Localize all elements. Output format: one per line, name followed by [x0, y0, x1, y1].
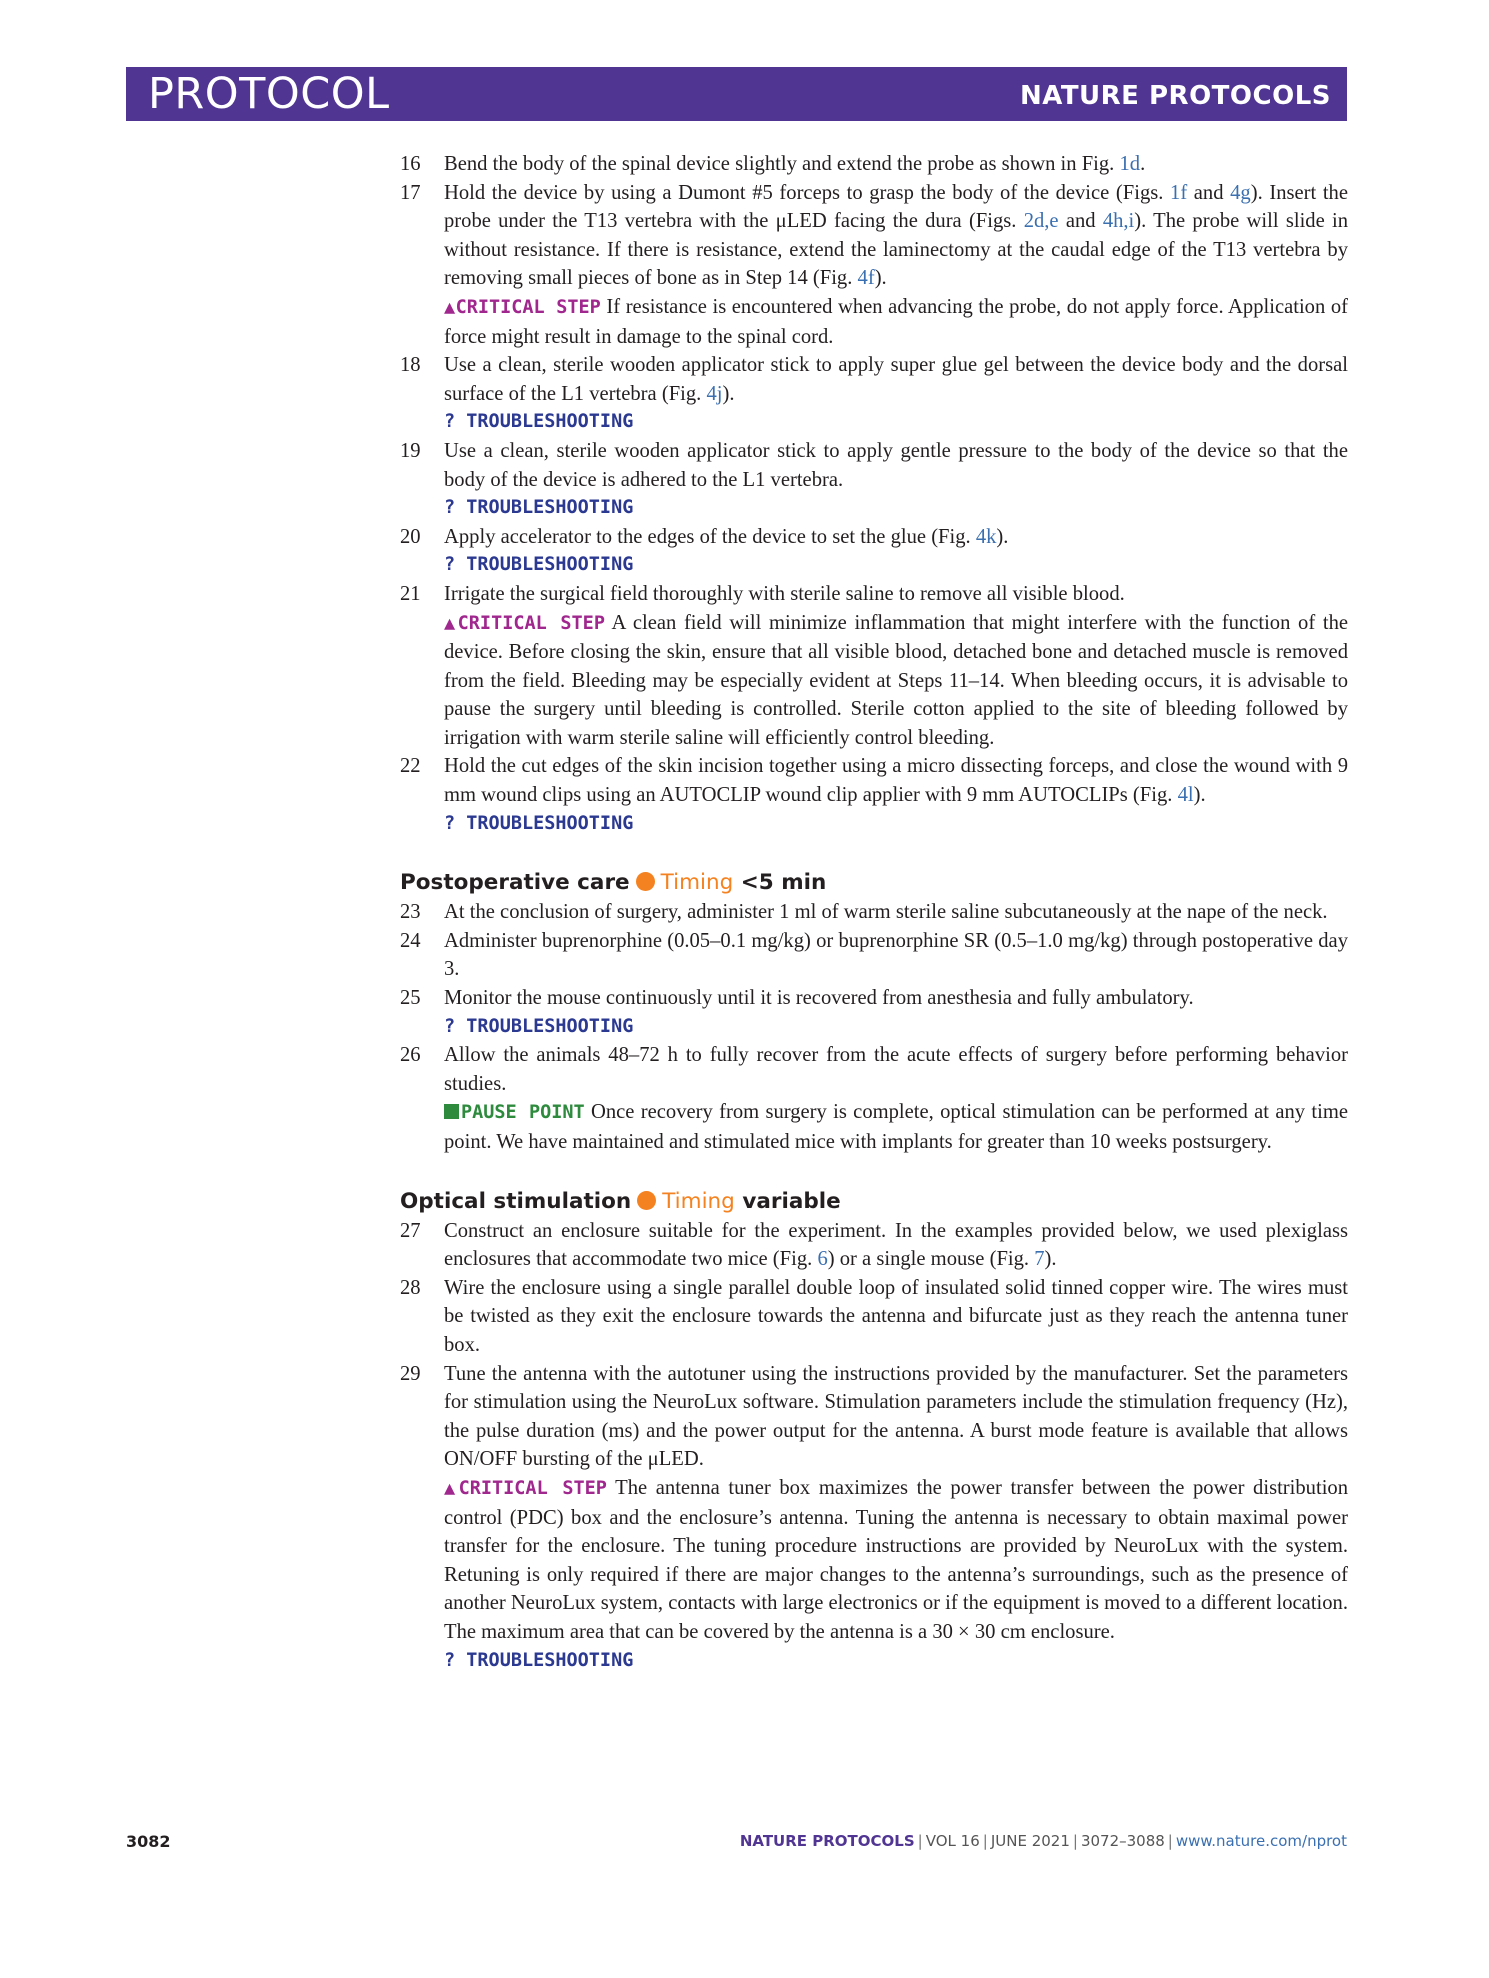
troubleshooting-link[interactable]: ? TROUBLESHOOTING: [444, 554, 634, 576]
troubleshooting-link[interactable]: ? TROUBLESHOOTING: [444, 812, 634, 834]
step-number: 24: [400, 929, 421, 952]
figure-link[interactable]: 4l: [1177, 784, 1194, 807]
figure-link[interactable]: 1f: [1170, 181, 1188, 204]
step-text: ).: [1193, 784, 1206, 807]
critical-triangle-icon: ▲: [444, 1477, 459, 1499]
step-text: Bend the body of the spinal device slightly and extend the probe as shown in Fig.: [444, 153, 1120, 175]
step-17: [400, 179, 1348, 293]
step-text: Construct an enclosure suitable for the experiment. In the examples provided below, we used plexiglass enclosures that accommodate two mice (Fig.: [444, 1219, 1348, 1271]
step-text: Monitor the mouse continuously until it is recovered from anesthesia and fully ambulatory.: [444, 987, 1194, 1010]
step-22: [400, 752, 1348, 809]
pause-point-note: [400, 1098, 1348, 1156]
step-text: Hold the device by using a Dumont #5 forceps to grasp the body of the device (Figs.: [444, 181, 1171, 204]
timing-label: Timing: [662, 1188, 735, 1214]
step-text: Irrigate the surgical field thoroughly with sterile saline to remove all visible blood.: [444, 582, 1125, 605]
figure-link[interactable]: 7: [1034, 1248, 1045, 1271]
step-number: 19: [400, 439, 421, 462]
step-number: 16: [400, 153, 421, 175]
critical-step-label: CRITICAL STEP: [457, 612, 605, 634]
step-text: Allow the animals 48–72 h to fully recover from the acute effects of surgery before performing behavior studies.: [444, 1044, 1348, 1095]
figure-link[interactable]: 2d,e: [1023, 210, 1059, 233]
step-24: [400, 927, 1348, 984]
critical-text: A clean field will minimize inflammation that might interfere with the function of the device. Before closing the skin, ensure that all visible blood, detached bone and detached muscle is removed from the field. Bleeding may be especially evident at Steps 11–14. When bleeding occurs, it is advisable to pause the surgery until bleeding is controlled. Sterile cotton applied to the site of bleeding followed by irrigation with warm sterile saline will efficiently control bleeding.: [444, 611, 1349, 749]
step-text: ).: [722, 382, 735, 405]
step-text: Tune the antenna with the autotuner using the instructions provided by the manufacturer. Set the parameters for stimulation using the NeuroLux software. Stimulation parameters include the stimulation frequency (Hz), the pulse duration (ms) and the power output for the antenna. A burst mode feature is available that allows ON/OFF bursting of the μLED.: [444, 1362, 1348, 1471]
section-title: Optical stimulation: [400, 1188, 632, 1214]
step-25: [400, 984, 1348, 1013]
footer-url-link[interactable]: www.nature.com/nprot: [1175, 1832, 1347, 1850]
section-type-label: PROTOCOL: [148, 69, 390, 119]
critical-step-label: CRITICAL STEP: [455, 296, 601, 318]
page-footer: [126, 1832, 1347, 1856]
critical-text: If resistance is encountered when advancing the probe, do not apply force. Application of force might result in damage to the spinal cord.: [444, 295, 1349, 348]
step-23: [400, 898, 1348, 927]
step-26: [400, 1041, 1348, 1098]
step-text: Wire the enclosure using a single parallel double loop of insulated solid tinned copper wire. The wires must be twisted as they exit the enclosure towards the antenna and bifurcate just as they reach the antenna tuner box.: [444, 1276, 1348, 1356]
step-text: ).: [874, 267, 887, 290]
section-heading-postoperative: [400, 868, 1348, 898]
step-number: 25: [400, 987, 421, 1010]
step-number: 26: [400, 1044, 421, 1067]
step-29: [400, 1360, 1348, 1474]
step-number: 28: [400, 1276, 421, 1299]
step-number: 23: [400, 901, 421, 924]
separator: |: [917, 1832, 923, 1850]
timing-value: <5 min: [740, 870, 827, 896]
footer-journal: NATURE PROTOCOLS: [739, 1832, 915, 1850]
page-number: 3082: [126, 1832, 171, 1851]
step-number: 20: [400, 525, 421, 548]
troubleshooting-link[interactable]: ? TROUBLESHOOTING: [444, 1015, 634, 1037]
critical-step-note: [400, 293, 1348, 351]
journal-name-label: NATURE PROTOCOLS: [1019, 81, 1331, 111]
step-number: 18: [400, 354, 421, 377]
step-text: At the conclusion of surgery, administer 1 ml of warm sterile saline subcutaneously at the nape of the neck.: [444, 901, 1328, 924]
step-text: ). Insert the probe under the T13 vertebra with the μLED facing the dura (Figs.: [444, 181, 1348, 233]
pause-point-label: PAUSE POINT: [461, 1102, 585, 1124]
critical-step-note: [400, 1474, 1348, 1647]
section-heading-optical: [400, 1187, 1348, 1217]
step-text: .: [1140, 153, 1146, 175]
pause-square-icon: [444, 1104, 459, 1119]
step-18: [400, 351, 1348, 408]
step-text: Hold the cut edges of the skin incision together using a micro dissecting forceps, and close the wound with 9 mm wound clips using an AUTOCLIP wound clip applier with 9 mm AUTOCLIPs (Fig.: [444, 755, 1348, 807]
step-28: [400, 1274, 1348, 1360]
journal-header-bar: [126, 67, 1347, 121]
step-21: [400, 580, 1348, 609]
step-number: 29: [400, 1362, 421, 1385]
troubleshooting-link[interactable]: ? TROUBLESHOOTING: [444, 1649, 634, 1671]
step-16: [400, 150, 1348, 179]
step-text: and: [1058, 210, 1103, 233]
timing-dot-icon: [636, 872, 655, 891]
separator: |: [1072, 1832, 1078, 1850]
critical-step-note: [400, 609, 1348, 753]
timing-value: variable: [742, 1188, 841, 1214]
troubleshooting-link[interactable]: ? TROUBLESHOOTING: [444, 411, 634, 433]
footer-date: JUNE 2021: [990, 1832, 1070, 1850]
step-text: Use a clean, sterile wooden applicator stick to apply gentle pressure to the body of the device so that the body of the device is adhered to the L1 vertebra.: [444, 439, 1348, 491]
step-text: Use a clean, sterile wooden applicator stick to apply super glue gel between the device body and the dorsal surface of the L1 vertebra (Fig.: [444, 354, 1348, 405]
step-number: 21: [400, 582, 421, 605]
step-20: [400, 523, 1348, 552]
critical-text: The antenna tuner box maximizes the power transfer between the power distribution control (PDC) box and the enclosure’s antenna. Tuning the antenna is necessary to obtain maximal power transfer for the enclosure. The tuning procedure instructions are provided by NeuroLux with the system. Retuning is only required if there are major changes to the antenna’s surroundings, such as the presence of another NeuroLux system, contacts with large electronics or if the equipment is moved to a different location. The maximum area that can be covered by the antenna is a 30 × 30 cm enclosure.: [444, 1476, 1349, 1643]
separator: |: [982, 1832, 988, 1850]
timing-label: Timing: [660, 870, 734, 896]
separator: |: [1167, 1832, 1173, 1850]
figure-link[interactable]: 6: [817, 1248, 828, 1271]
step-27: [400, 1217, 1348, 1274]
step-text: ) or a single mouse (Fig.: [827, 1248, 1035, 1271]
section-spacer: [400, 838, 1348, 868]
critical-triangle-icon: ▲: [444, 296, 456, 318]
step-text: ). The probe will slide in without resistance. If there is resistance, extend the laminectomy at the caudal edge of the T13 vertebra by removing small pieces of bone as in Step 14 (Fig.: [444, 210, 1349, 290]
footer-pages: 3072–3088: [1080, 1832, 1165, 1850]
step-number: 27: [400, 1219, 421, 1242]
pause-text: Once recovery from surgery is complete, optical stimulation can be performed at any time point. We have maintained and stimulated mice with implants for greater than 10 weeks postsurgery.: [444, 1101, 1348, 1153]
section-spacer: [400, 1157, 1348, 1187]
figure-link[interactable]: 4j: [706, 382, 723, 405]
footer-volume: VOL 16: [925, 1832, 980, 1850]
critical-step-label: CRITICAL STEP: [458, 1477, 607, 1499]
step-text: Apply accelerator to the edges of the device to set the glue (Fig.: [444, 525, 976, 548]
procedure-body: [400, 150, 1348, 1675]
figure-link[interactable]: 4h,i: [1102, 210, 1135, 233]
figure-link[interactable]: 4f: [857, 267, 875, 290]
timing-dot-icon: [637, 1191, 656, 1210]
step-text: and: [1187, 181, 1231, 204]
step-text: ).: [996, 525, 1009, 548]
step-text: ).: [1044, 1248, 1057, 1271]
figure-link[interactable]: 4k: [975, 525, 997, 548]
section-title: Postoperative care: [400, 870, 630, 896]
troubleshooting-link[interactable]: ? TROUBLESHOOTING: [444, 497, 634, 519]
figure-link[interactable]: 1d: [1119, 153, 1141, 175]
citation-line: [740, 1832, 1347, 1850]
step-text: Administer buprenorphine (0.05–0.1 mg/kg) or buprenorphine SR (0.5–1.0 mg/kg) through postoperative day 3.: [444, 929, 1348, 981]
critical-triangle-icon: ▲: [444, 612, 458, 634]
step-number: 22: [400, 755, 421, 778]
step-number: 17: [400, 181, 421, 204]
step-19: [400, 437, 1348, 494]
figure-link[interactable]: 4g: [1230, 181, 1251, 204]
